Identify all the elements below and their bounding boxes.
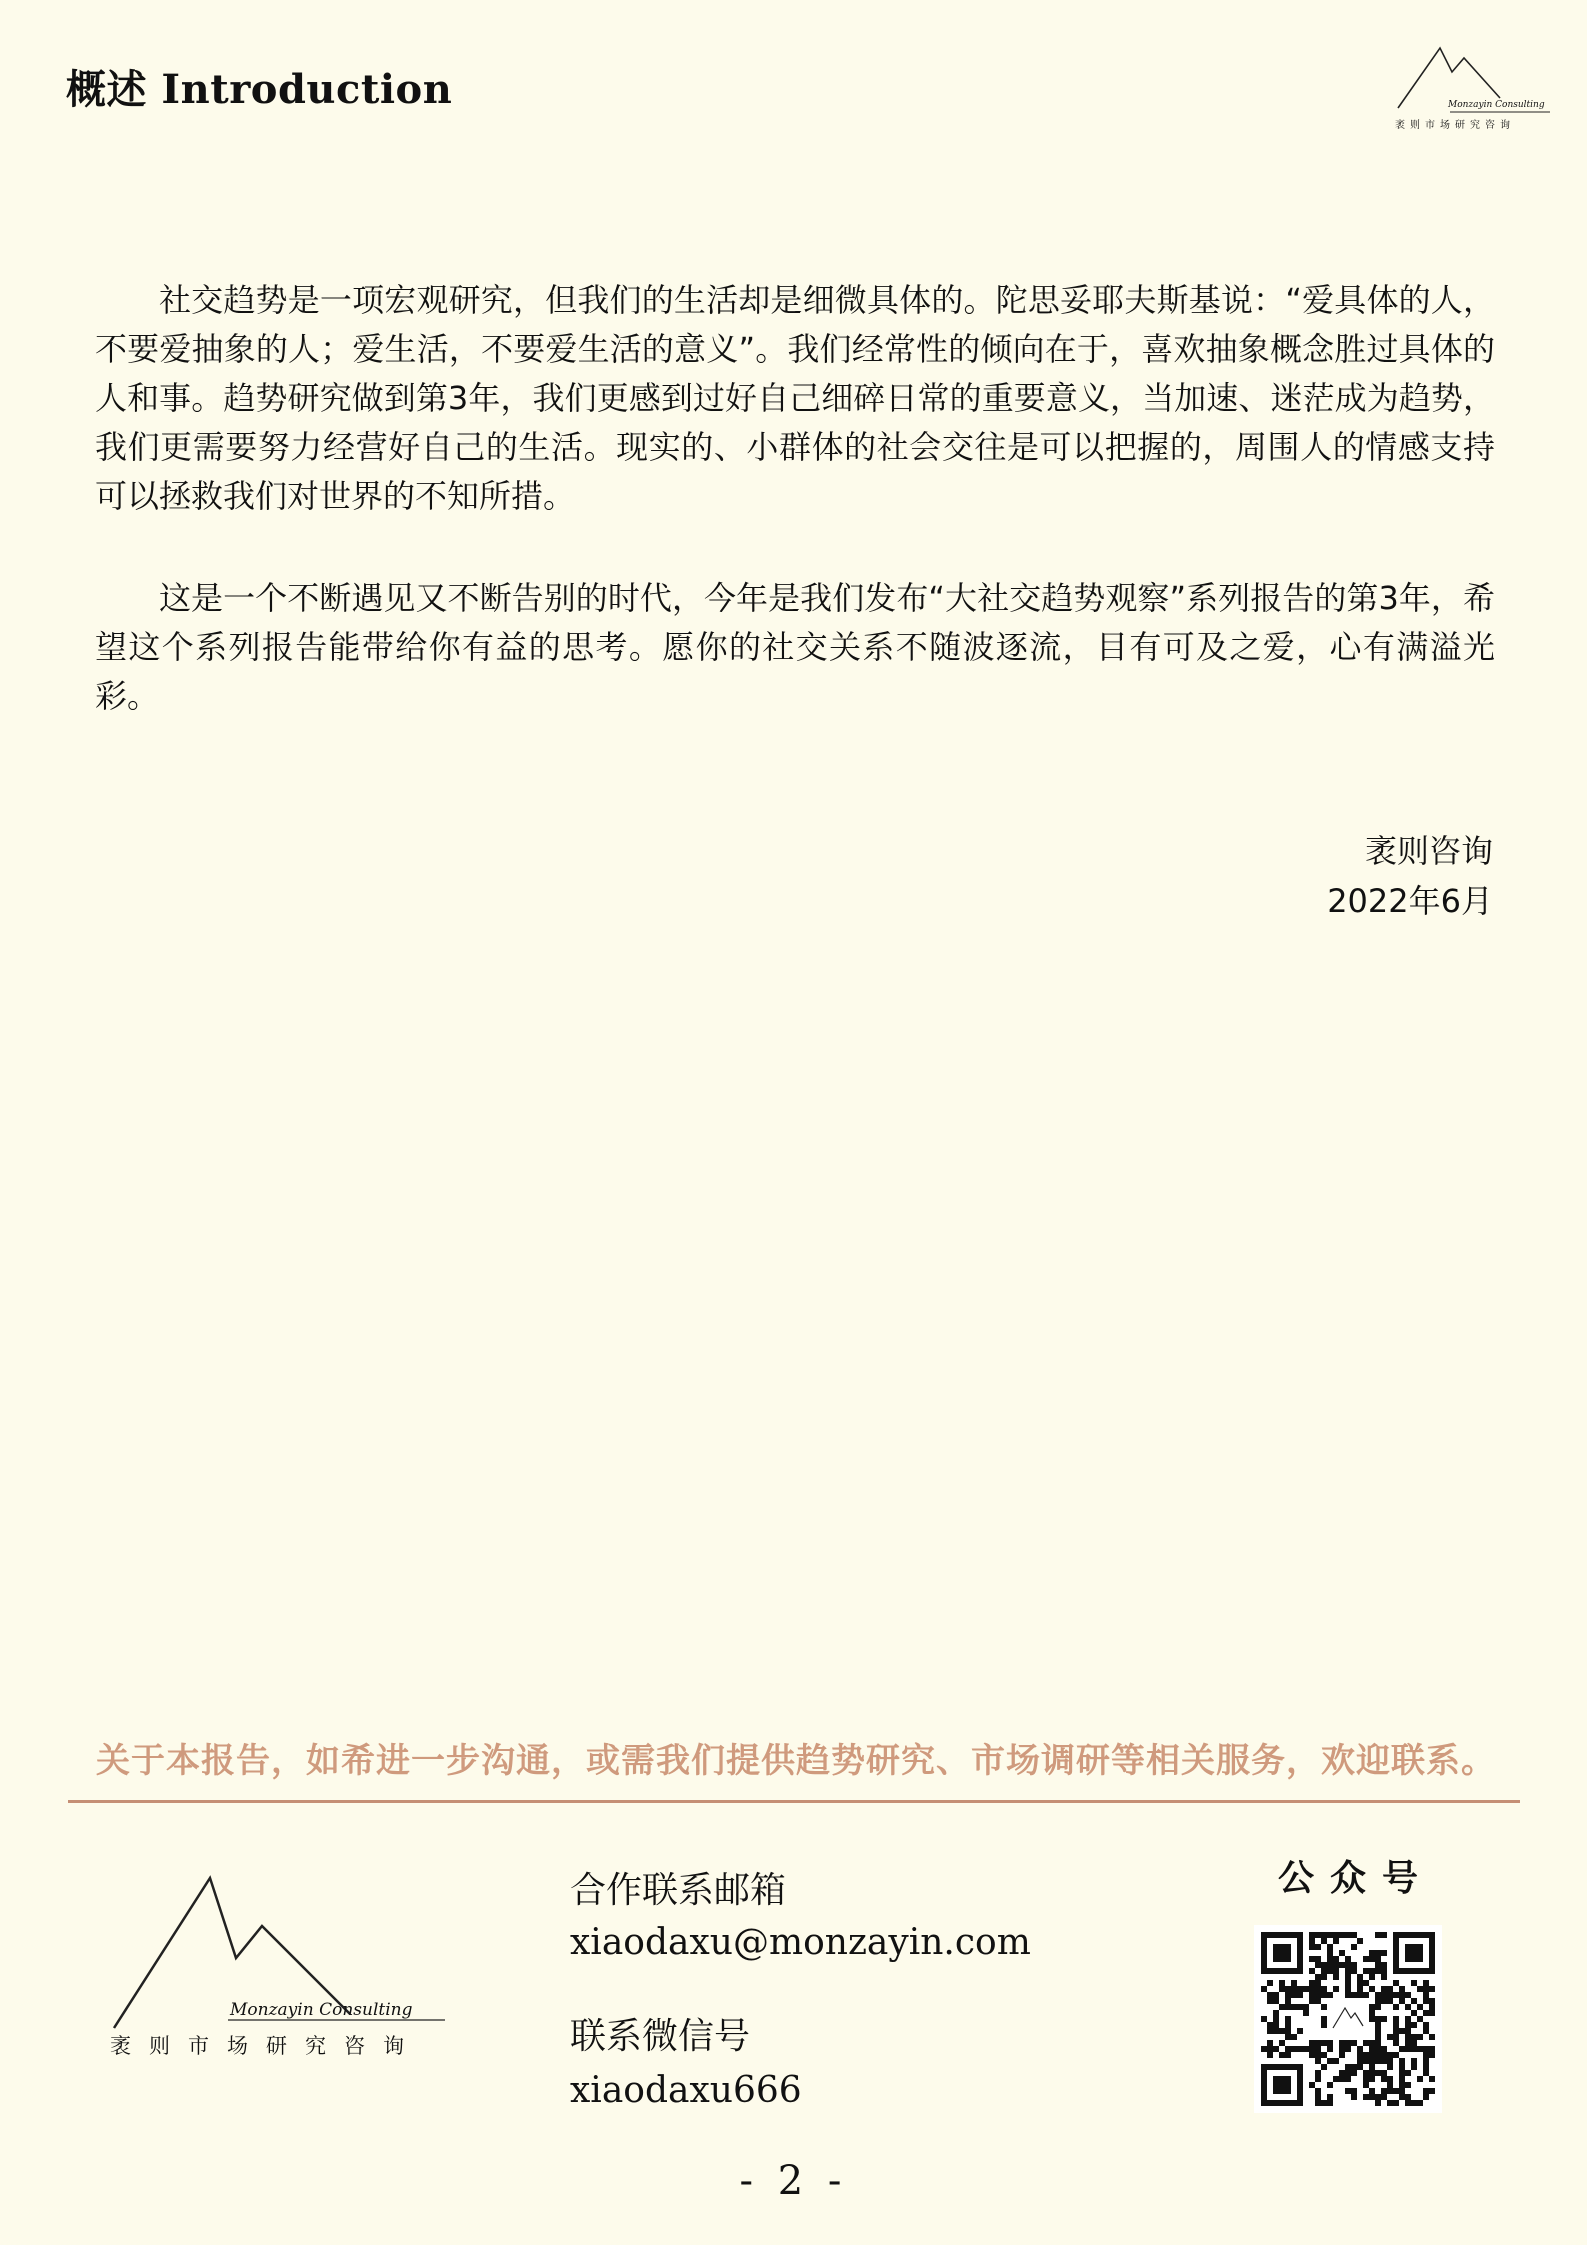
footer-logo	[100, 1868, 460, 2068]
logo-cn-text: 袤则市场研究咨询	[1395, 120, 1515, 131]
wechat-id: xiaodaxu666	[570, 2070, 802, 2111]
qr-title: 公众号	[1278, 1857, 1435, 1899]
logo-cn-text: 袤则市场研究咨询	[110, 2034, 422, 2058]
logo-script-text: Monzayin Consulting	[230, 2000, 413, 2020]
wechat-label: 联系微信号	[570, 2016, 751, 2057]
logo-script-text: Monzayin Consulting	[1448, 100, 1545, 110]
signature-org: 袤则咨询	[1364, 832, 1493, 870]
intro-paragraph-1: 社交趋势是一项宏观研究，但我们的生活却是细微具体的。陀思妥耶夫斯基说：“爱具体的人，不要爱抽象的人；爱生活，不要爱生活的意义”。我们经常性的倾向在于，喜欢抽象概念胜过具体的人和事。趋势研究做到第3年，我们更感到过好自己细碎日常的重要意义，当加速、迷茫成为趋势，我们更需要努力经营好自己的生活。现实的、小群体的社会交往是可以把握的，周围人的情感支持可以拯救我们对世界的不知所措。	[95, 281, 1495, 515]
qr-code-icon	[1254, 1925, 1442, 2113]
page-number: - 2 -	[739, 2158, 848, 2204]
page-title: 概述 Introduction	[66, 66, 453, 113]
contact-banner: 关于本报告，如希进一步沟通，或需我们提供趋势研究、市场调研等相关服务，欢迎联系。	[96, 1741, 1496, 1781]
intro-paragraph-2: 这是一个不断遇见又不断告别的时代，今年是我们发布“大社交趋势观察”系列报告的第3年，希望这个系列报告能带给你有益的思考。愿你的社交关系不随波逐流，目有可及之爱，心有满溢光彩。	[95, 579, 1495, 715]
signature	[1327, 826, 1493, 926]
divider	[68, 1800, 1520, 1803]
signature-date: 2022年6月	[1327, 882, 1493, 920]
qr-code-graphic	[1254, 1925, 1442, 2113]
email-label: 合作联系邮箱	[570, 1870, 787, 1911]
header-logo	[1390, 42, 1560, 134]
email-link[interactable]: xiaodaxu@monzayin.com	[570, 1922, 1031, 1963]
